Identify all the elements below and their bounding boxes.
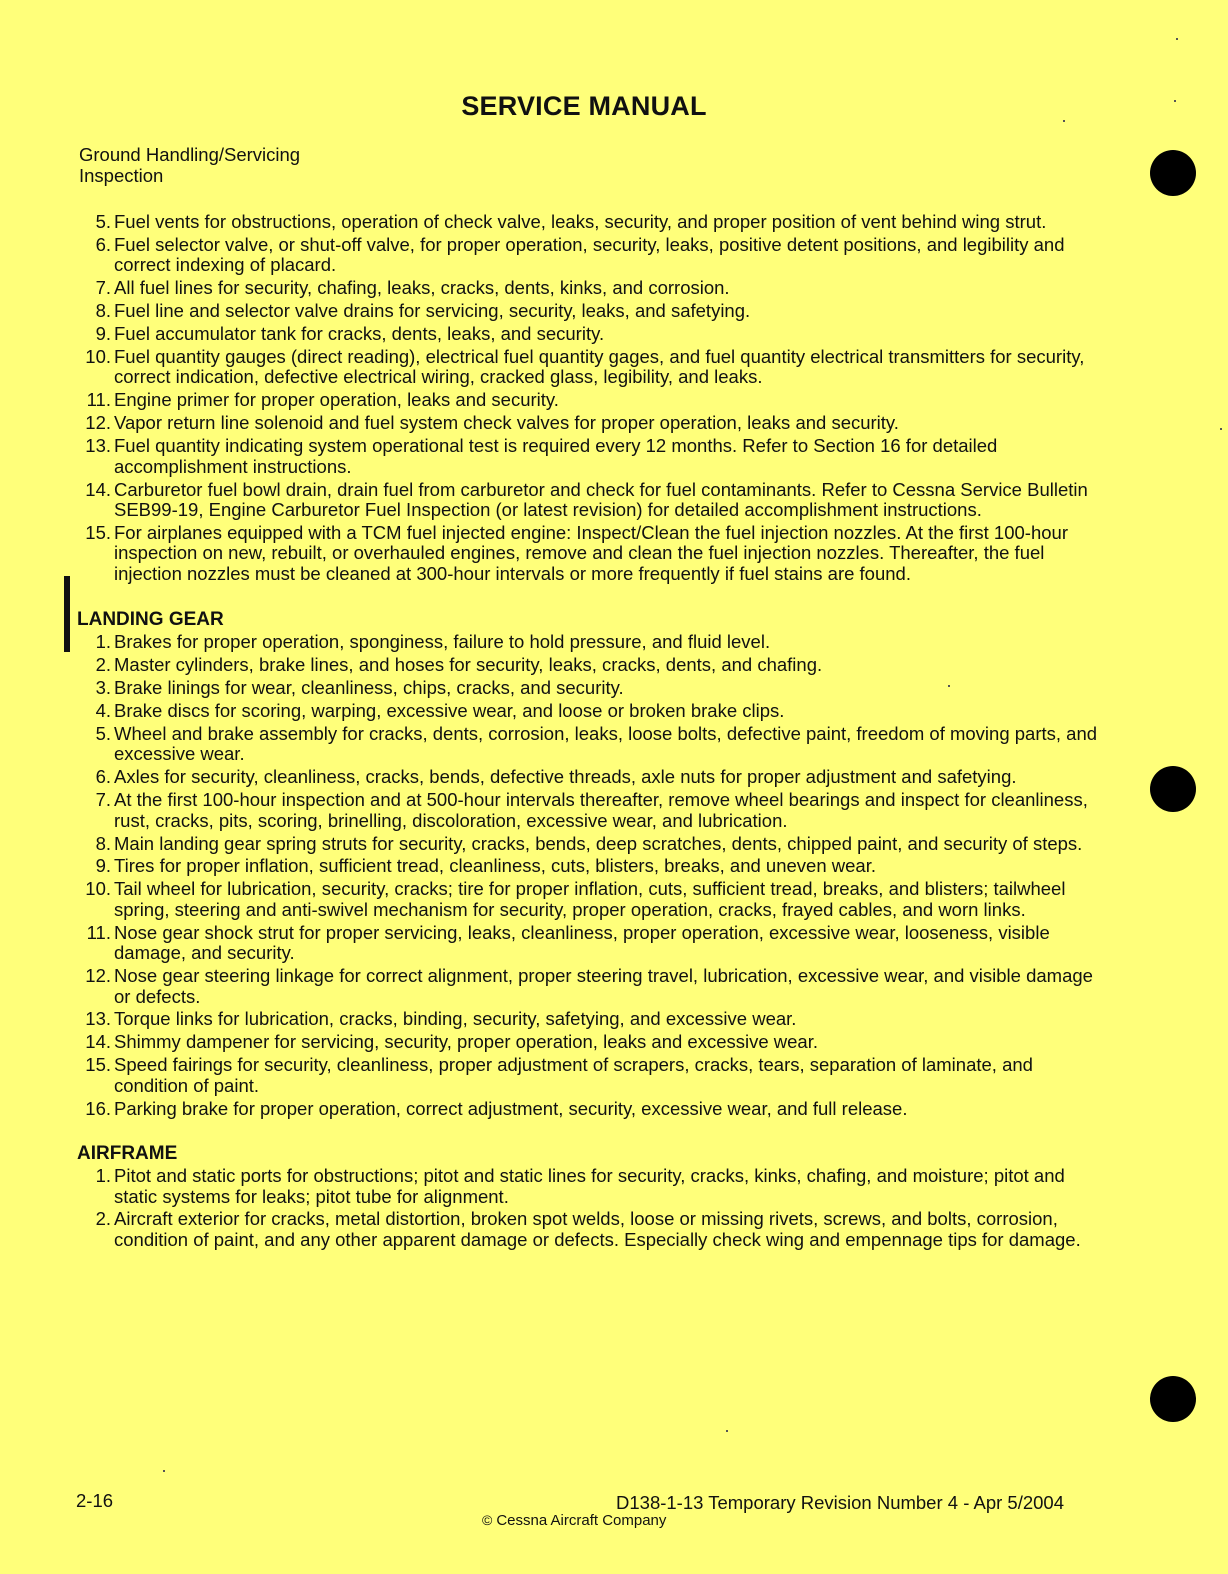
- item-text: Tires for proper inflation, sufficient tread, cleanliness, cuts, blisters, breaks, and uneven wear.: [114, 855, 876, 877]
- item-text: Axles for security, cleanliness, cracks, bends, defective threads, axle nuts for proper adjustment and safetying.: [114, 766, 1017, 788]
- item-number: 3.: [95, 677, 111, 699]
- item-text: Fuel selector valve, or shut-off valve, for proper operation, security, leaks, positive detent positions, and legibility and correct indexing of placard.: [114, 233, 1065, 276]
- list-item: [76, 632, 1106, 653]
- binder-hole-middle: [1150, 766, 1196, 812]
- list-item: [76, 923, 1106, 964]
- item-text: Fuel quantity indicating system operational test is required every 12 months. Refer to Section 16 for detailed accomplishment instructions.: [114, 435, 998, 477]
- list-item: [76, 678, 1106, 699]
- item-number: 12.: [85, 965, 111, 987]
- page-title: SERVICE MANUAL: [461, 91, 707, 121]
- list-item: [76, 856, 1106, 877]
- item-text: Brake discs for scoring, warping, excessive wear, and loose or broken brake clips.: [114, 699, 785, 721]
- item-number: 15.: [85, 521, 111, 543]
- list-item: [76, 1166, 1106, 1207]
- list-item: [76, 1209, 1106, 1250]
- airframe-list: [76, 1166, 1106, 1250]
- list-item: [76, 480, 1106, 521]
- page-number: 2-16: [76, 1490, 114, 1511]
- list-item: [76, 390, 1106, 411]
- item-number: 8.: [95, 832, 111, 854]
- item-text: For airplanes equipped with a TCM fuel injected engine: Inspect/Clean the fuel injection nozzles. At the first 100-hour inspection on new, rebuilt, or overhauled engines, remove and clean the fuel injection nozzles. Thereafter, the fuel injection nozzles must be cleaned at 300-hour intervals or more frequently if fuel stains are found.: [114, 521, 1068, 584]
- item-text: Brake linings for wear, cleanliness, chips, cracks, and security.: [114, 677, 624, 699]
- landing-gear-heading: LANDING GEAR: [77, 608, 224, 630]
- scan-speck: [1063, 120, 1065, 122]
- item-number: 14.: [85, 478, 111, 500]
- item-text: Master cylinders, brake lines, and hoses for security, leaks, cracks, dents, and chafing.: [114, 654, 823, 676]
- item-number: 2.: [95, 654, 111, 676]
- item-number: 11.: [86, 921, 111, 943]
- item-number: 7.: [95, 789, 111, 811]
- item-number: 1.: [95, 631, 111, 653]
- item-number: 1.: [95, 1165, 111, 1187]
- binder-hole-top: [1150, 150, 1196, 196]
- item-text: Carburetor fuel bowl drain, drain fuel from carburetor and check for fuel contaminants. Refer to Cessna Service Bulletin SEB99-19, Engine Carburetor Fuel Inspection (or latest revision) for detailed accomplishment instructions.: [114, 478, 1088, 521]
- airframe-heading: AIRFRAME: [77, 1142, 178, 1164]
- list-item: [76, 413, 1106, 434]
- item-number: 14.: [85, 1031, 111, 1053]
- item-text: Torque links for lubrication, cracks, binding, security, safetying, and excessive wear.: [114, 1008, 797, 1030]
- list-item: [76, 701, 1106, 722]
- list-item: [76, 347, 1106, 388]
- item-text: Tail wheel for lubrication, security, cracks; tire for proper inflation, cuts, sufficient tread, breaks, and blisters; tailwheel spring, steering and anti-swivel mechanism for security, proper operation, cracks, frayed cables, and worn links.: [114, 878, 1066, 920]
- list-item: [76, 278, 1106, 299]
- item-text: Vapor return line solenoid and fuel system check valves for proper operation, leaks and security.: [114, 412, 899, 434]
- item-text: Shimmy dampener for servicing, security, proper operation, leaks and excessive wear.: [114, 1031, 819, 1053]
- scan-speck: [948, 685, 950, 687]
- item-number: 12.: [85, 412, 111, 434]
- breadcrumb-line-2: Inspection: [79, 165, 164, 186]
- list-item: [76, 834, 1106, 855]
- item-number: 13.: [85, 1008, 111, 1030]
- item-number: 15.: [85, 1054, 111, 1076]
- list-item: [76, 523, 1106, 585]
- copyright-text: Cessna Aircraft Company: [496, 1512, 667, 1529]
- item-number: 11.: [86, 389, 111, 411]
- list-item: [76, 1009, 1106, 1030]
- item-text: Fuel quantity gauges (direct reading), electrical fuel quantity gages, and fuel quantity electrical transmitters for security, correct indication, defective electrical wiring, cracked glass, legibility, and leaks.: [114, 345, 1085, 388]
- item-number: 10.: [85, 878, 111, 900]
- item-text: Nose gear shock strut for proper servicing, leaks, cleanliness, proper operation, excessive wear, looseness, visible damage, and security.: [114, 921, 1050, 964]
- inspection-content: [76, 212, 1106, 1253]
- list-item: [76, 235, 1106, 276]
- scan-speck: [163, 1470, 165, 1472]
- item-number: 13.: [85, 435, 111, 457]
- landing-gear-list: [76, 632, 1106, 1119]
- item-number: 7.: [95, 277, 111, 299]
- breadcrumb-line-1: Ground Handling/Servicing: [79, 144, 301, 165]
- list-item: [76, 212, 1106, 233]
- item-text: Fuel accumulator tank for cracks, dents, leaks, and security.: [114, 323, 605, 345]
- list-item: [76, 790, 1106, 831]
- item-number: 5.: [95, 722, 111, 744]
- scan-speck: [1220, 428, 1222, 430]
- item-number: 10.: [85, 345, 111, 367]
- list-item: [76, 724, 1106, 765]
- binder-hole-bottom: [1150, 1376, 1196, 1422]
- scan-speck: [1176, 38, 1178, 40]
- list-item: [76, 436, 1106, 477]
- revision-change-bar: [64, 576, 70, 652]
- item-number: 5.: [95, 211, 111, 232]
- item-number: 9.: [95, 855, 111, 877]
- item-text: At the first 100-hour inspection and at 500-hour intervals thereafter, remove wheel bearings and inspect for cleanliness, rust, cracks, pits, scoring, brinelling, discoloration, excessive wear, and lubrication.: [114, 789, 1088, 831]
- item-number: 8.: [95, 300, 111, 322]
- scan-speck: [1174, 100, 1176, 102]
- list-item: [76, 767, 1106, 788]
- revision-note: D138-1-13 Temporary Revision Number 4 - Apr 5/2004: [616, 1492, 1064, 1513]
- copyright-icon: ©: [482, 1512, 493, 1528]
- list-item: [76, 1099, 1106, 1120]
- item-number: 16.: [85, 1097, 111, 1119]
- item-text: All fuel lines for security, chafing, leaks, cracks, dents, kinks, and corrosion.: [114, 277, 730, 299]
- list-item: [76, 1055, 1106, 1096]
- scan-speck: [726, 1430, 728, 1432]
- list-item: [76, 879, 1106, 920]
- item-number: 6.: [95, 233, 111, 255]
- list-item: [76, 966, 1106, 1007]
- item-text: Fuel line and selector valve drains for servicing, security, leaks, and safetying.: [114, 300, 751, 322]
- item-number: 2.: [95, 1208, 111, 1230]
- item-number: 6.: [95, 766, 111, 788]
- item-text: Nose gear steering linkage for correct alignment, proper steering travel, lubrication, excessive wear, and visible damage or defects.: [114, 965, 1093, 1007]
- section-breadcrumb: [79, 144, 300, 186]
- list-item: [76, 324, 1106, 345]
- item-text: Main landing gear spring struts for security, cracks, bends, deep scratches, dents, chipped paint, and security of steps.: [114, 832, 1083, 854]
- item-text: Pitot and static ports for obstructions; pitot and static lines for security, cracks, kinks, chafing, and moisture; pitot and static systems for leaks; pitot tube for alignment.: [114, 1165, 1065, 1207]
- list-item: [76, 1032, 1106, 1053]
- item-text: Engine primer for proper operation, leaks and security.: [114, 389, 559, 411]
- item-number: 9.: [95, 323, 111, 345]
- item-number: 4.: [95, 699, 111, 721]
- item-text: Parking brake for proper operation, correct adjustment, security, excessive wear, and full release.: [114, 1097, 908, 1119]
- item-text: Fuel vents for obstructions, operation of check valve, leaks, security, and proper position of vent behind wing strut.: [114, 211, 1047, 232]
- item-text: Brakes for proper operation, sponginess, failure to hold pressure, and fluid level.: [114, 631, 771, 653]
- item-text: Wheel and brake assembly for cracks, dents, corrosion, leaks, loose bolts, defective paint, freedom of moving parts, and excessive wear.: [114, 722, 1098, 765]
- list-item: [76, 301, 1106, 322]
- item-text: Aircraft exterior for cracks, metal distortion, broken spot welds, loose or missing rivets, screws, and bolts, corrosion, condition of paint, and any other apparent damage or defects. Especially check wing and empennage tips for damage.: [114, 1208, 1081, 1250]
- list-item: [76, 655, 1106, 676]
- item-text: Speed fairings for security, cleanliness, proper adjustment of scrapers, cracks, tears, separation of laminate, and condition of paint.: [114, 1054, 1033, 1096]
- fuel-items-list: [76, 212, 1106, 584]
- copyright-notice: [482, 1512, 666, 1529]
